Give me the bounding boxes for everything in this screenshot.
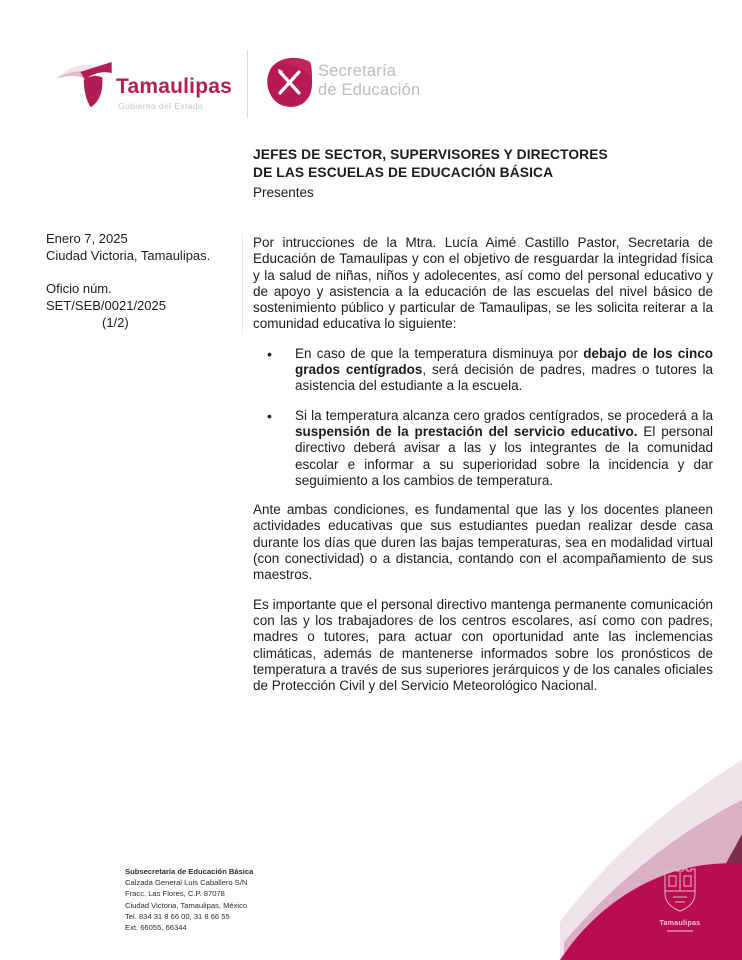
tamaulipas-t-icon — [56, 48, 114, 120]
bullet-2-bold: suspensión de la prestación del servicio educativo. — [295, 423, 638, 439]
body-paragraph-1: Por intrucciones de la Mtra. Lucía Aimé Castillo Pastor, Secretaria de Educación de Tamaulipas y con el objetivo de resguardar la integridad física y la salud de niñas, niños y adolecentes, así como del personal educativo y de apoyo y asistencia a la educación de las escuelas del nivel básico de sostenimiento público y particular de Tamaulipas, se les solicita reiterar a la comunidad educativa lo siguiente: — [253, 235, 713, 332]
footer-line: Ciudad Victoria, Tamaulipas, México — [125, 900, 248, 910]
bullet-2-pre: Si la temperatura alcanza cero grados centígrados, se procederá a la — [295, 407, 713, 423]
recipient-line1: JEFES DE SECTOR, SUPERVISORES Y DIRECTORES — [253, 147, 608, 162]
footer-line: Tel. 834 31 8 66 00, 31 8 66 55 — [125, 911, 230, 921]
footer-address — [125, 866, 253, 933]
letter-city: Ciudad Victoria, Tamaulipas. — [46, 248, 211, 263]
ministry-logo-text — [318, 62, 420, 100]
corner-ribbon — [560, 750, 742, 960]
scan-artifact-line — [242, 234, 243, 334]
page-indicator: (1/2) — [102, 315, 129, 330]
body-paragraph-4: Es importante que el personal directivo mantenga permanente comunicación con las y los trabajadores de los centros escolares, así como con padres, madres o tutores, para actuar con oportunidad ante las inclemencias climáticas, además de mantenerse informados sobre los pronósticos de temperatura a través de sus superiores jerárquicos y de los canales oficiales de Protección Civil y del Servicio Meteorológico Nacional. — [253, 596, 713, 694]
footer-line: Fracc. Las Flores, C.P. 87078 — [125, 889, 225, 899]
header-divider — [247, 50, 248, 118]
letter-date: Enero 7, 2025 — [46, 231, 128, 246]
oficio-number: SET/SEB/0021/2025 — [46, 298, 166, 313]
state-logo-tagline: Gobierno del Estado — [118, 101, 204, 111]
footer-line: Ext. 66055, 66344 — [125, 923, 187, 933]
letter-meta — [46, 230, 236, 331]
bullet-2-post: El personal directivo deberá avisar a las y los integrantes de la comunidad escolar e informar a su superioridad sobre la incidencia y dar seguimiento a los cambios de temperatura. — [295, 423, 713, 488]
seal-microtext-line — [667, 930, 693, 932]
state-logo-wordmark: Tamaulipas — [116, 75, 232, 98]
letter-body — [253, 235, 713, 707]
bullet-1-bold: debajo de los cinco grados centígrados — [295, 345, 713, 378]
salutation: Presentes — [253, 185, 314, 200]
seal-label: Tamaulipas — [659, 920, 701, 927]
recipient-line2: DE LAS ESCUELAS DE EDUCACIÓN BÁSICA — [253, 164, 554, 180]
bullet-list — [253, 346, 713, 489]
recipient-block — [253, 146, 715, 201]
footer-line: Subsecretaría de Educación Básica — [125, 867, 254, 876]
meta-spacer — [46, 264, 236, 280]
footer-line: Calzada General Luis Caballero S/N — [125, 878, 248, 888]
bullet-item-2 — [253, 408, 713, 489]
body-paragraph-3: Ante ambas condiciones, es fundamental que las y los docentes planeen actividades educativas que sus estudiantes puedan realizar desde casa durante los días que duren las bajas temperaturas, sea en modalidad virtual (con conectividad) o a distancia, contando con el acompañamiento de sus maestros. — [253, 502, 713, 583]
bullet-1-post: , será decisión de padres, madres o tutores la asistencia del estudiante a la escuela. — [295, 362, 713, 394]
ministry-name-line2: de Educación — [318, 81, 421, 99]
seal-block — [650, 867, 710, 932]
education-ministry-logo — [266, 56, 466, 120]
ministry-name-line1: Secretaría — [318, 62, 397, 80]
tamaulipas-state-logo — [56, 44, 236, 126]
bullet-item-1 — [253, 346, 713, 395]
oficio-label: Oficio núm. — [46, 281, 112, 296]
bullet-1-pre: En caso de que la temperatura disminuya por — [295, 345, 584, 361]
pencil-cross-leaf-icon — [266, 56, 314, 110]
tamaulipas-coat-of-arms-icon — [661, 867, 699, 913]
